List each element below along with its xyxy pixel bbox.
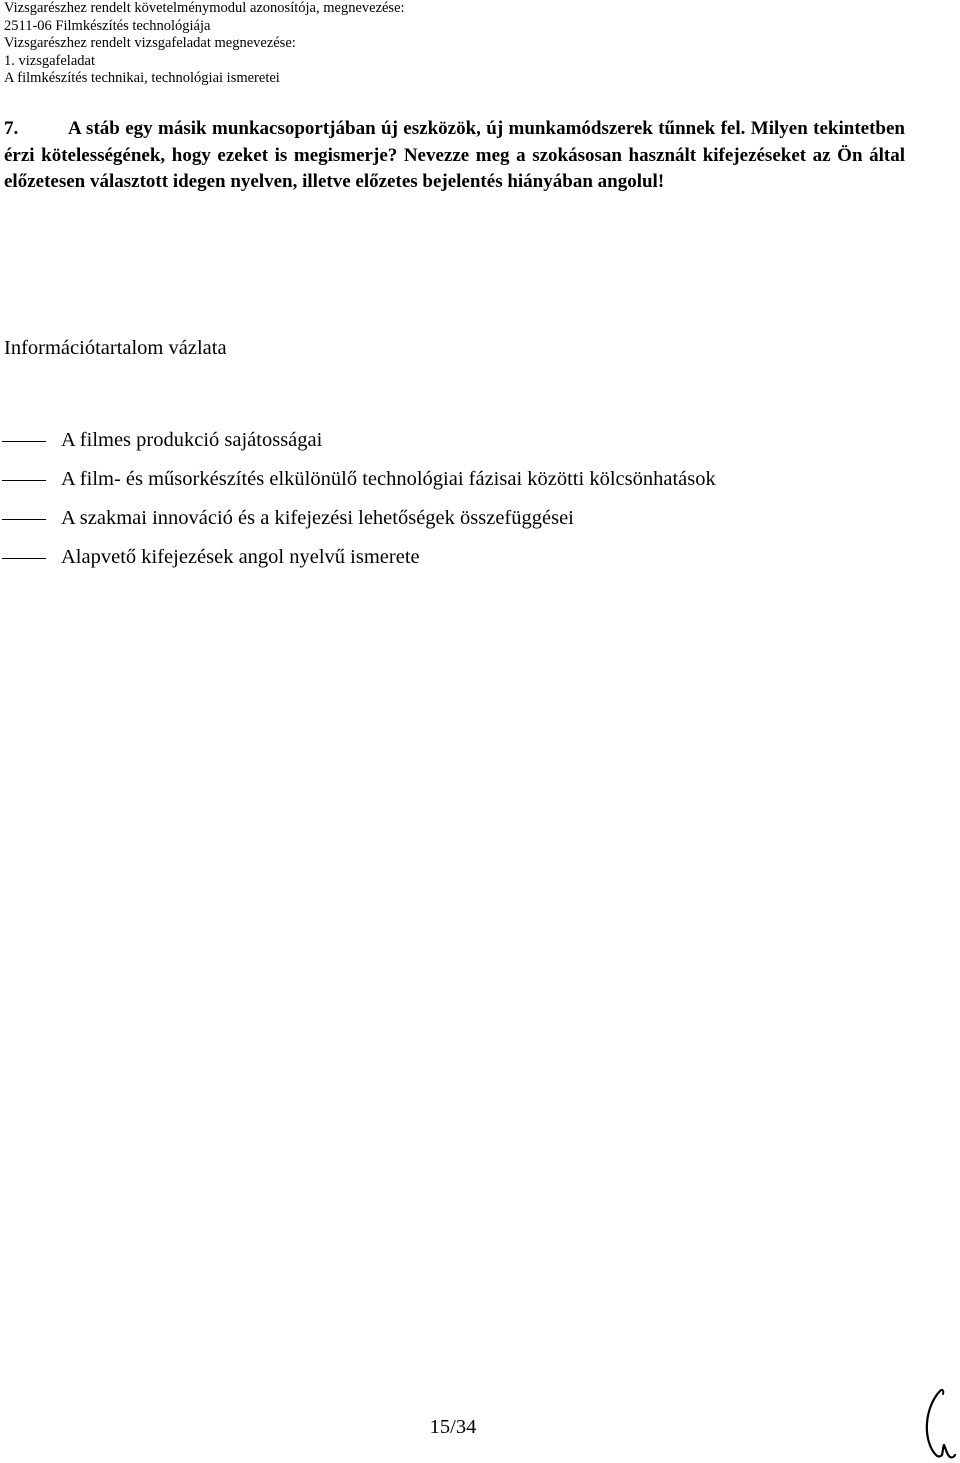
info-heading: Információtartalom vázlata: [4, 337, 227, 359]
signature-mark: [918, 1385, 958, 1463]
list-item-text: A szakmai innováció és a kifejezési lehetőségek összefüggései: [61, 507, 574, 529]
list-item: [0, 544, 900, 583]
list-item: [0, 427, 900, 466]
document-header: [4, 0, 944, 88]
dash-bullet-icon: [2, 558, 46, 559]
header-module-name: 2511-06 Filmkészítés technológiája: [4, 17, 211, 34]
header-module-label: Vizsgarészhez rendelt követelménymodul azonosítója, megnevezése:: [4, 0, 405, 16]
dash-bullet-icon: [2, 441, 46, 442]
list-item: [0, 505, 900, 544]
list-item-text: A film- és műsorkészítés elkülönülő technológiai fázisai közötti kölcsönhatások: [61, 468, 716, 490]
list-item-text: Alapvető kifejezések angol nyelvű ismerete: [61, 546, 420, 568]
list-item: [0, 466, 900, 505]
info-list: [0, 427, 900, 583]
dash-bullet-icon: [2, 480, 46, 481]
question-number: 7.: [4, 118, 19, 139]
question-text: A stáb egy másik munkacsoportjában új eszközök, új munkamódszerek tűnnek fel. Milyen tekintetben érzi kötelességének, hogy ezeket is megismerje? Nevezze meg a szokásosan használt kifejezéseket az Ön által előzetesen választott idegen nyelven, illetve előzetes bejelentés hiányában angolul!: [4, 118, 905, 192]
question-block: [4, 116, 905, 196]
list-item-text: A filmes produkció sajátosságai: [61, 429, 323, 451]
header-task-number: 1. vizsgafeladat: [4, 52, 95, 69]
dash-bullet-icon: [2, 519, 46, 520]
header-task-label: Vizsgarészhez rendelt vizsgafeladat megnevezése:: [4, 35, 296, 51]
header-task-name: A filmkészítés technikai, technológiai ismeretei: [4, 70, 280, 86]
page-number: 15/34: [429, 1416, 477, 1438]
